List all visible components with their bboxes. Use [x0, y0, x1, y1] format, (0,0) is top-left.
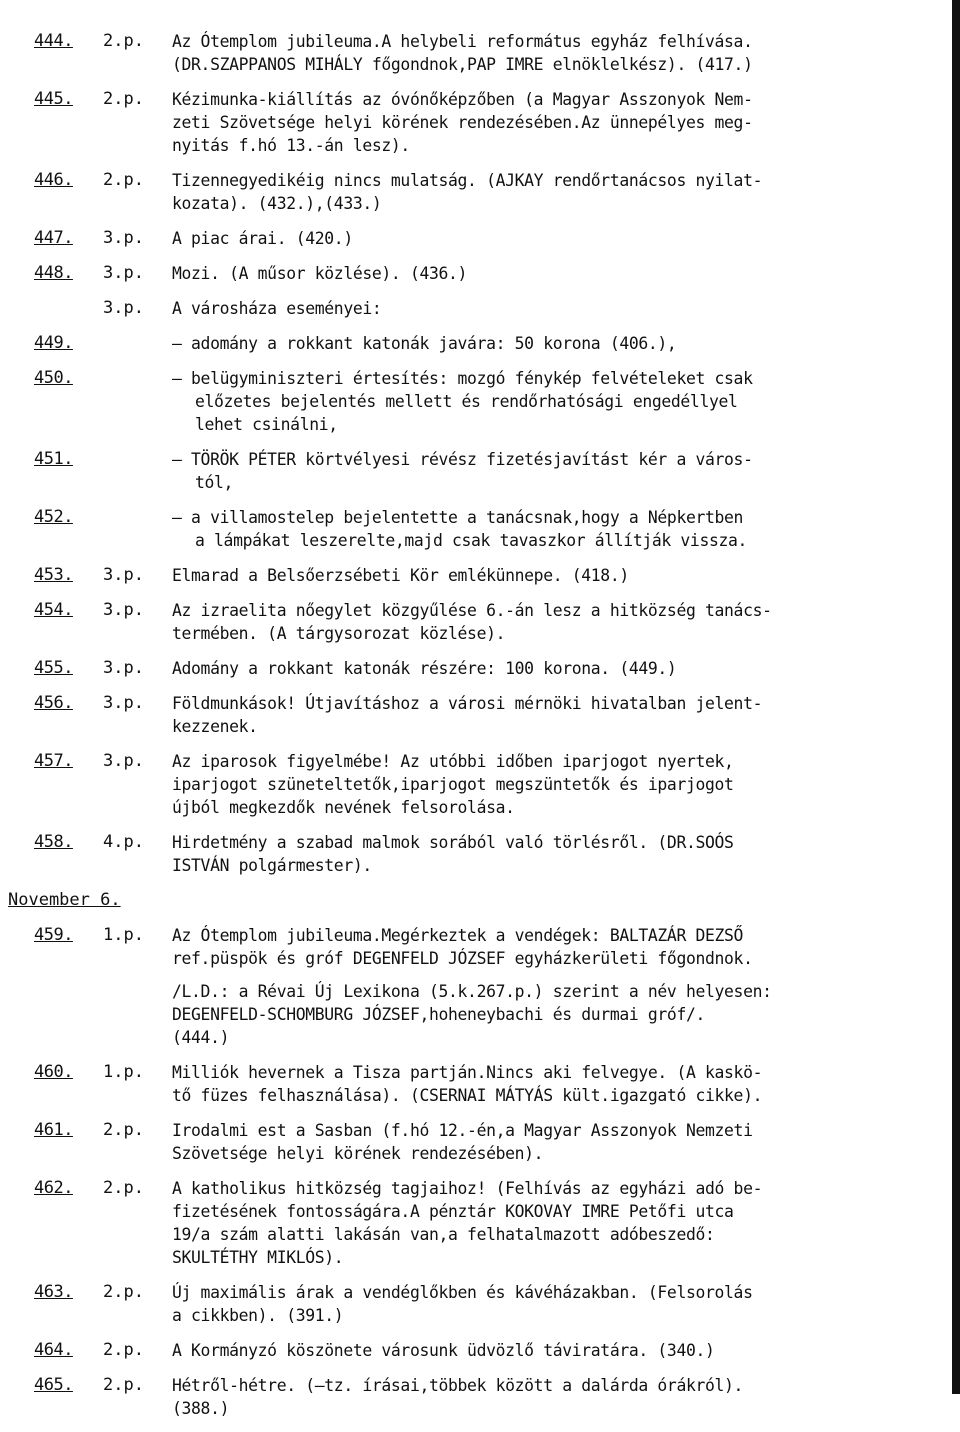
entry-line: a cikkben). (391.) — [172, 1306, 344, 1325]
entry-449 — [0, 332, 940, 355]
entry-number: 455. — [34, 658, 73, 678]
entry-page: 2.p. — [103, 1375, 144, 1395]
entry-page: 3.p. — [103, 263, 144, 283]
entry-line: Elmarad a Belsőerzsébeti Kör emlékünnepe. (418.) — [172, 566, 629, 585]
entry-line: tól, — [195, 473, 234, 492]
entry-line: zeti Szövetsége helyi körének rendezésében.Az ünnepélyes meg- — [172, 113, 753, 132]
entry-446 — [0, 169, 940, 215]
entry-number: 462. — [34, 1178, 73, 1198]
entry-number: 451. — [34, 449, 73, 469]
entry-page: 4.p. — [103, 832, 144, 852]
entry-line: Hétről-hétre. (—tz. írásai,többek között a dalárda órákról). — [172, 1376, 744, 1395]
entry-line: kozata). (432.),(433.) — [172, 194, 382, 213]
entry-line: Szövetsége helyi körének rendezésében). — [172, 1144, 544, 1163]
entry-448 — [0, 262, 940, 285]
entry-heading — [0, 297, 940, 320]
entry-line: Az Ótemplom jubileuma.Megérkeztek a vendégek: BALTAZÁR DEZSŐ — [172, 926, 744, 945]
entry-line: — TÖRÖK PÉTER körtvélyesi révész fizetésjavítást kér a város- — [172, 450, 753, 469]
entry-line: Új maximális árak a vendéglőkben és kávéházakban. (Felsorolás — [172, 1283, 753, 1302]
entry-number: 457. — [34, 751, 73, 771]
entry-line: Irodalmi est a Sasban (f.hó 12.-én,a Magyar Asszonyok Nemzeti — [172, 1121, 753, 1140]
entry-line: — belügyminiszteri értesítés: mozgó fénykép felvételeket csak — [172, 369, 753, 388]
entry-line: lehet csinálni, — [195, 415, 338, 434]
scan-edge — [952, 0, 960, 1394]
entry-number: 450. — [34, 368, 73, 388]
note-line: (444.) — [172, 1028, 230, 1047]
entry-457 — [0, 750, 940, 819]
entry-line: SKULTÉTHY MIKLÓS). — [172, 1248, 344, 1267]
entry-line: 19/a szám alatti lakásán van,a felhatalmazott adóbeszedő: — [172, 1225, 715, 1244]
entry-page: 2.p. — [103, 89, 144, 109]
entry-line: — adomány a rokkant katonák javára: 50 korona (406.), — [172, 334, 677, 353]
entry-page: 3.p. — [103, 298, 144, 318]
entry-page: 2.p. — [103, 31, 144, 51]
entry-number: 449. — [34, 333, 73, 353]
entry-line: előzetes bejelentés mellett és rendőrhatósági engedéllyel — [195, 392, 738, 411]
editor-note — [172, 980, 902, 1049]
entry-line: A városháza eseményei: — [172, 299, 382, 318]
entry-line: Tizennegyedikéig nincs mulatság. (AJKAY rendőrtanácsos nyilat- — [172, 171, 763, 190]
entry-line: Földmunkások! Útjavításhoz a városi mérnöki hivatalban jelent- — [172, 694, 763, 713]
entry-line: — a villamostelep bejelentette a tanácsnak,hogy a Népkertben — [172, 508, 744, 527]
entry-line: kezzenek. — [172, 717, 258, 736]
entry-line: (388.) — [172, 1399, 230, 1418]
entry-459 — [0, 924, 940, 1049]
entry-line: Hirdetmény a szabad malmok sorából való törlésről. (DR.SOÓS — [172, 833, 734, 852]
entry-number: 447. — [34, 228, 73, 248]
entry-line: iparjogot szüneteltetők,iparjogot megszüntetők és iparjogot — [172, 775, 734, 794]
entry-458 — [0, 831, 940, 877]
entry-number: 460. — [34, 1062, 73, 1082]
entry-line: Az Ótemplom jubileuma.A helybeli református egyház felhívása. — [172, 32, 753, 51]
note-line: DEGENFELD-SCHOMBURG JÓZSEF,hoheneybachi és durmai gróf/. — [172, 1005, 706, 1024]
entry-452 — [0, 506, 940, 552]
entry-page: 3.p. — [103, 658, 144, 678]
entry-number: 452. — [34, 507, 73, 527]
entry-number: 465. — [34, 1375, 73, 1395]
entry-line: Milliók hevernek a Tisza partján.Nincs aki felvegye. (A kaskö- — [172, 1063, 763, 1082]
entry-464 — [0, 1339, 940, 1362]
entry-page: 3.p. — [103, 565, 144, 585]
entry-453 — [0, 564, 940, 587]
entry-line: fizetésének fontosságára.A pénztár KOKOVAY IMRE Petőfi utca — [172, 1202, 734, 1221]
entry-page: 3.p. — [103, 693, 144, 713]
entry-447 — [0, 227, 940, 250]
entry-line: ref.püspök és gróf DEGENFELD JÓZSEF egyházkerületi főgondnok. — [172, 949, 753, 968]
entry-line: Mozi. (A műsor közlése). (436.) — [172, 264, 468, 283]
entry-445 — [0, 88, 940, 157]
entry-number: 458. — [34, 832, 73, 852]
entry-line: A Kormányzó köszönete városunk üdvözlő táviratára. (340.) — [172, 1341, 715, 1360]
document-body — [0, 30, 940, 1432]
note-line: /L.D.: a Révai Új Lexikona (5.k.267.p.) szerint a név helyesen: — [172, 982, 772, 1001]
entry-line: Adomány a rokkant katonák részére: 100 korona. (449.) — [172, 659, 677, 678]
entry-group-c — [0, 1061, 940, 1420]
entry-465 — [0, 1374, 940, 1420]
entry-number: 464. — [34, 1340, 73, 1360]
entry-line: A piac árai. (420.) — [172, 229, 353, 248]
entry-number: 453. — [34, 565, 73, 585]
entry-444 — [0, 30, 940, 76]
entry-page: 3.p. — [103, 751, 144, 771]
entry-462 — [0, 1177, 940, 1269]
entry-number: 461. — [34, 1120, 73, 1140]
entry-line: A katholikus hitközség tagjaihoz! (Felhívás az egyházi adó be- — [172, 1179, 763, 1198]
entry-page: 1.p. — [103, 925, 144, 945]
entry-number: 444. — [34, 31, 73, 51]
entry-line: Kézimunka-kiállítás az óvónőképzőben (a Magyar Asszonyok Nem- — [172, 90, 753, 109]
entry-451 — [0, 448, 940, 494]
entry-line: ISTVÁN polgármester). — [172, 856, 372, 875]
entry-number: 456. — [34, 693, 73, 713]
entry-line: újból megkezdők nevének felsorolása. — [172, 798, 515, 817]
entry-group-b — [0, 332, 940, 877]
entry-page: 2.p. — [103, 1340, 144, 1360]
entry-page: 1.p. — [103, 1062, 144, 1082]
entry-page: 2.p. — [103, 170, 144, 190]
entry-line: a lámpákat leszerelte,majd csak tavaszkor állítják vissza. — [195, 531, 748, 550]
entry-page: 3.p. — [103, 600, 144, 620]
entry-number: 463. — [34, 1282, 73, 1302]
entry-456 — [0, 692, 940, 738]
entry-page: 3.p. — [103, 228, 144, 248]
entry-number: 445. — [34, 89, 73, 109]
entry-line: Az izraelita nőegylet közgyűlése 6.-án lesz a hitközség tanács- — [172, 601, 772, 620]
entry-number: 446. — [34, 170, 73, 190]
entry-454 — [0, 599, 940, 645]
section-heading-date: November 6. — [8, 890, 121, 910]
entry-450 — [0, 367, 940, 436]
entry-page: 2.p. — [103, 1120, 144, 1140]
entry-461 — [0, 1119, 940, 1165]
entry-line: termében. (A tárgysorozat közlése). — [172, 624, 506, 643]
entry-page: 2.p. — [103, 1282, 144, 1302]
entry-463 — [0, 1281, 940, 1327]
entry-number: 448. — [34, 263, 73, 283]
entry-line: Az iparosok figyelmébe! Az utóbbi időben iparjogot nyertek, — [172, 752, 734, 771]
entry-number: 454. — [34, 600, 73, 620]
entry-group-a — [0, 30, 940, 320]
entry-line: nyitás f.hó 13.-án lesz). — [172, 136, 410, 155]
entry-455 — [0, 657, 940, 680]
entry-page: 2.p. — [103, 1178, 144, 1198]
entry-line: (DR.SZAPPANOS MIHÁLY főgondnok,PAP IMRE elnöklelkész). (417.) — [172, 55, 753, 74]
entry-460 — [0, 1061, 940, 1107]
entry-line: tő füzes felhasználása). (CSERNAI MÁTYÁS kült.igazgató cikke). — [172, 1086, 763, 1105]
entry-number: 459. — [34, 925, 73, 945]
